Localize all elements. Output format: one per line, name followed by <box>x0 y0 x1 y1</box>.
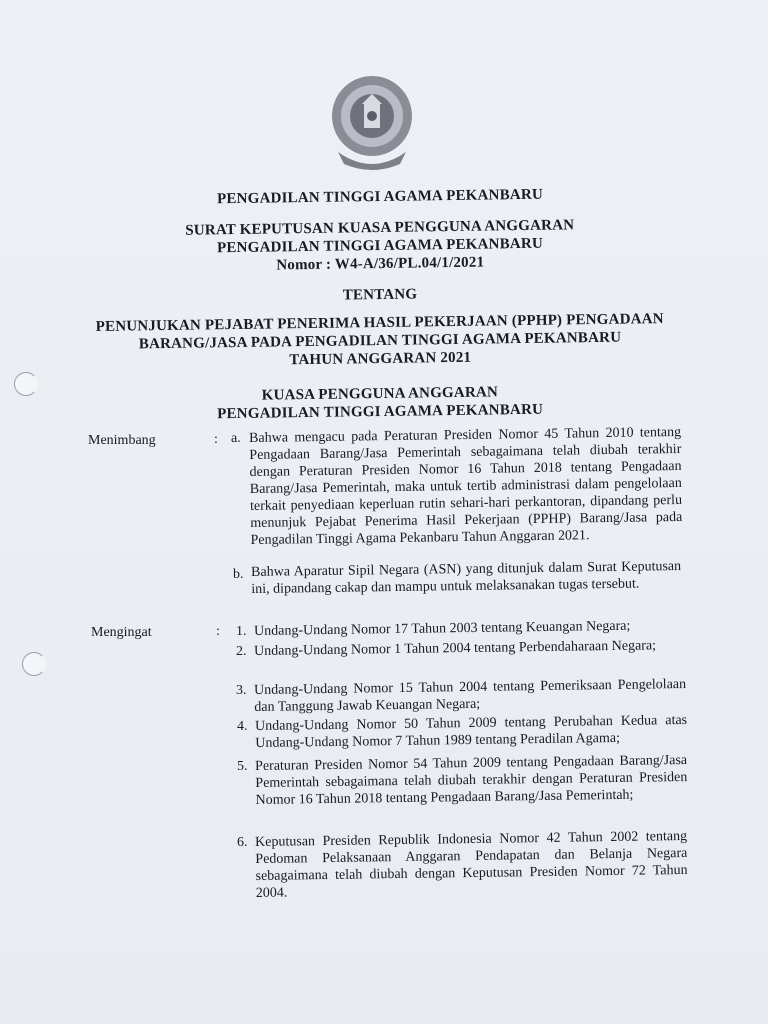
authority-line-2: PENGADILAN TINGGI AGAMA PEKANBARU <box>217 401 544 423</box>
menimbang-marker-a: a. <box>231 431 241 446</box>
menimbang-item-b: Bahwa Aparatur Sipil Negara (ASN) yang ditunjuk dalam Surat Keputusan ini, dipandang cakap dan mampu untuk melaksanakan tugas tersebut. <box>251 558 682 597</box>
institution-heading: PENGADILAN TINGGI AGAMA PEKANBARU <box>216 186 544 208</box>
about-heading: TENTANG <box>342 286 418 304</box>
menimbang-item-a: Bahwa mengacu pada Peraturan Presiden Nomor 45 Tahun 2010 tentang Pengadaan Barang/Jasa Pemerintah sebagaimana telah diubah terakhir dengan Peraturan Presiden Nomor 16 Tahun 2018 tentang Pengadaan Barang/Jasa Pemerintah, maka untuk tertib administrasi dalam pengelolaan terkait penyediaan keperluan rutin sehari-hari perkantoran, dipandang perlu menunjuk Pejabat Penerima Hasil Pekerjaan (PPHP) Barang/Jasa pada Pengadilan Tinggi Agama Pekanbaru Tahun Anggaran 2021. <box>249 424 683 548</box>
mengingat-item-4: Undang-Undang Nomor 50 Tahun 2009 tentang Perubahan Kedua atas Undang-Undang Nomor 7 Tahun 1989 tentang Peradilan Agama; <box>255 712 688 751</box>
subject-line-3: TAHUN ANGGARAN 2021 <box>289 349 472 369</box>
court-emblem-logo <box>330 72 414 176</box>
menimbang-colon: : <box>214 432 218 447</box>
mengingat-item-5: Peraturan Presiden Nomor 54 Tahun 2009 tentang Pengadaan Barang/Jasa Pemerintah sebagaimana telah diubah terakhir dengan Peraturan Presiden Nomor 16 Tahun 2018 tentang Pengadaan Barang/Jasa Pemerintah; <box>255 752 688 808</box>
menimbang-label: Menimbang <box>88 433 156 448</box>
decree-number: Nomor : W4-A/36/PL.04/1/2021 <box>276 254 485 274</box>
mengingat-marker-5: 5. <box>237 759 248 774</box>
mengingat-item-2: Undang-Undang Nomor 1 Tahun 2004 tentang Perbendaharaan Negara; <box>254 638 657 659</box>
mengingat-marker-3: 3. <box>236 683 247 698</box>
punch-hole <box>22 652 46 676</box>
mengingat-marker-2: 2. <box>236 644 247 659</box>
punch-hole <box>14 372 38 396</box>
mengingat-item-1: Undang-Undang Nomor 17 Tahun 2003 tentang Keuangan Negara; <box>254 618 631 639</box>
decree-title-line-2: PENGADILAN TINGGI AGAMA PEKANBARU <box>216 235 544 257</box>
subject-line-1: PENUNJUKAN PEJABAT PENERIMA HASIL PEKERJAAN (PPHP) PENGADAAN <box>95 311 664 335</box>
mengingat-colon: : <box>216 624 220 639</box>
decree-title <box>60 215 701 278</box>
authority-heading <box>60 381 700 426</box>
authority-line-1: KUASA PENGGUNA ANGGARAN <box>261 384 499 404</box>
subject-line-2: BARANG/JASA PADA PENGADILAN TINGGI AGAMA PEKANBARU <box>138 329 622 353</box>
mengingat-marker-4: 4. <box>237 719 248 734</box>
subject-heading <box>60 310 701 373</box>
decree-title-line-1: SURAT KEPUTUSAN KUASA PENGGUNA ANGGARAN <box>185 217 575 239</box>
menimbang-marker-b: b. <box>233 567 244 582</box>
mengingat-item-3: Undang-Undang Nomor 15 Tahun 2004 tentang Pemeriksaan Pengelolaan dan Tanggung Jawab Keuangan Negara; <box>254 676 687 715</box>
mengingat-marker-1: 1. <box>236 624 247 639</box>
mengingat-label: Mengingat <box>91 625 152 640</box>
mengingat-marker-6: 6. <box>237 835 248 850</box>
mengingat-item-6: Keputusan Presiden Republik Indonesia Nomor 42 Tahun 2002 tentang Pedoman Pelaksanaan Anggaran Pendapatan dan Belanja Negara sebagaimana telah diubah dengan Keputusan Presiden Nomor 72 Tahun 2004. <box>255 828 688 901</box>
